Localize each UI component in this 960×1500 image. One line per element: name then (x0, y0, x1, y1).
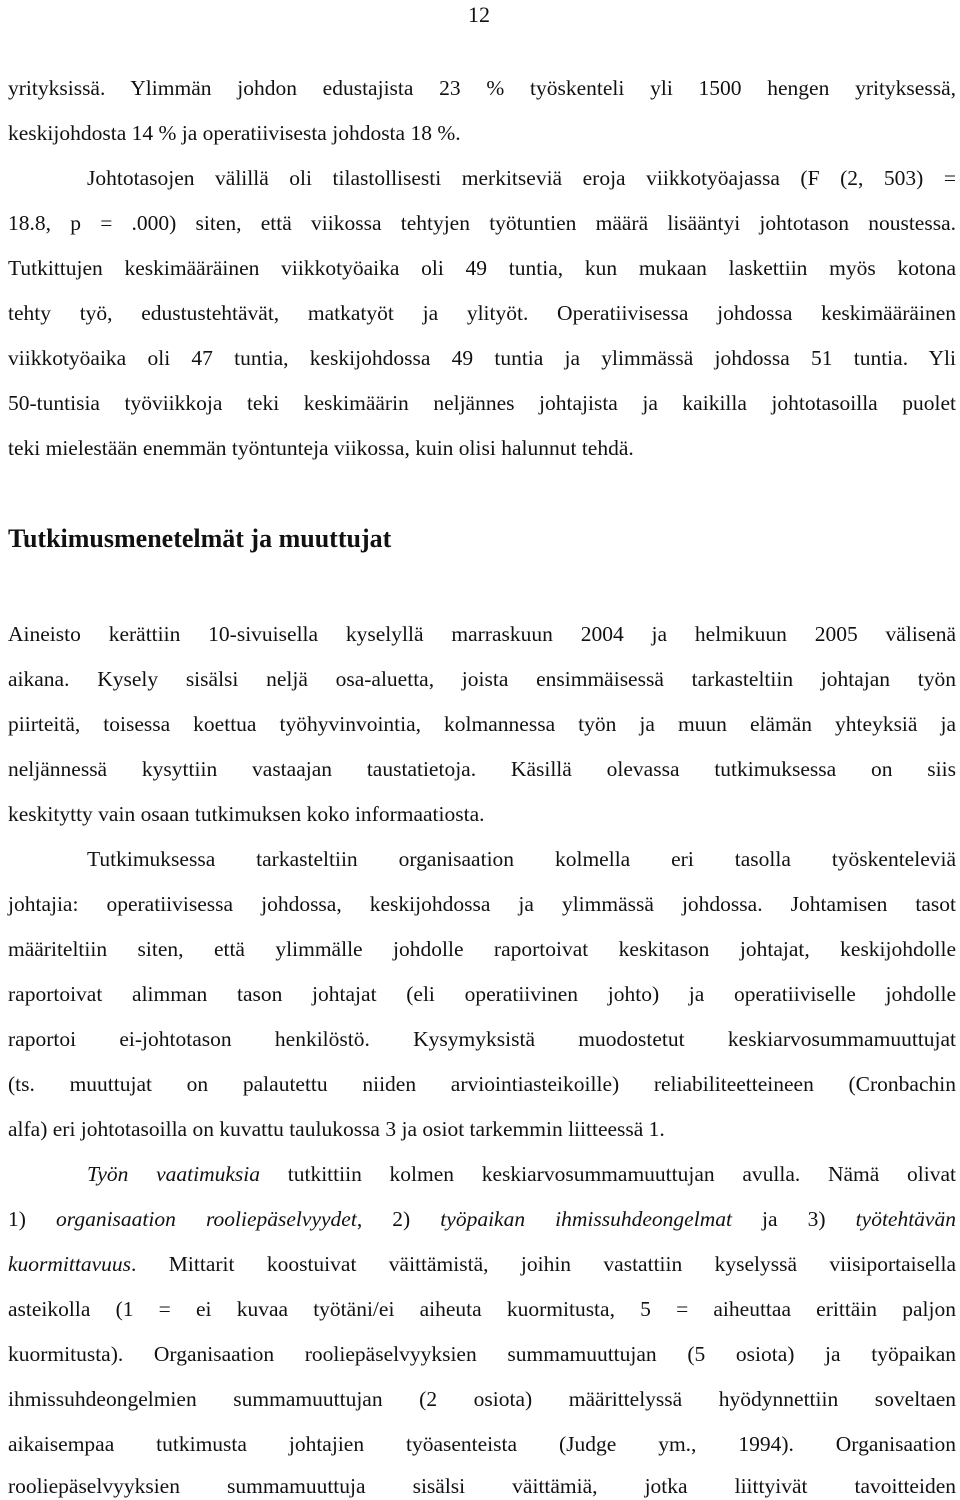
text-line: raportoivat alimman tason johtajat (eli operatiivinen johto) ja operatiiviselle johdolle (8, 982, 956, 1006)
text-span: tutkittiin kolmen keskiarvosummamuuttujan avulla. Nämä olivat (260, 1162, 956, 1186)
text-line: rooliepäselvyyksien summamuuttuja sisälsi väittämiä, jotka liittyivät tavoitteiden (8, 1474, 956, 1498)
text-line: määriteltiin siten, että ylimmälle johdolle raportoivat keskitason johtajat, keskijohdolle (8, 937, 956, 961)
italic-term: kuormittavuus (8, 1252, 132, 1276)
text-line: kuormitusta). Organisaation rooliepäselvyyksien summamuuttujan (5 osiota) ja työpaikan (8, 1342, 956, 1366)
text-line: neljännessä kysyttiin vastaajan taustatietoja. Käsillä olevassa tutkimuksessa on siis (8, 757, 956, 781)
text-span: ja 3) (731, 1207, 856, 1231)
page-number: 12 (468, 2, 490, 27)
text-line: asteikolla (1 = ei kuvaa työtäni/ei aiheuta kuormitusta, 5 = aiheuttaa erittäin paljon (8, 1297, 956, 1321)
text-line: teki mielestään enemmän työntunteja viikossa, kuin olisi halunnut tehdä. (8, 436, 634, 460)
text-line: 18.8, p = .000) siten, että viikossa tehtyjen työtuntien määrä lisääntyi johtotason noustessa. (8, 211, 956, 235)
text-line: keskitytty vain osaan tutkimuksen koko informaatiosta. (8, 802, 485, 826)
text-line: aikana. Kysely sisälsi neljä osa-aluetta, joista ensimmäisessä tarkasteltiin johtajan työn (8, 667, 956, 691)
text-span: , 2) (356, 1207, 441, 1231)
text-line: Tutkittujen keskimääräinen viikkotyöaika oli 49 tuntia, kun mukaan laskettiin myös kotona (8, 256, 956, 280)
italic-term: organisaation rooliepäselvyydet (56, 1207, 357, 1231)
text-line: (ts. muuttujat on palautettu niiden arviointiasteikoille) reliabiliteetteineen (Cronbachin (8, 1072, 956, 1096)
text-line: Johtotasojen välillä oli tilastollisesti merkitseviä eroja viikkotyöajassa (F (2, 503) = (87, 166, 956, 190)
text-line: alfa) eri johtotasoilla on kuvattu taulukossa 3 ja osiot tarkemmin liitteessä 1. (8, 1117, 665, 1141)
text-line: 50-tuntisia työviikkoja teki keskimäärin neljännes johtajista ja kaikilla johtotasoilla puolet (8, 391, 956, 415)
text-line: viikkotyöaika oli 47 tuntia, keskijohdossa 49 tuntia ja ylimmässä johdossa 51 tuntia. Yli (8, 346, 956, 370)
text-span: . Mittarit koostuivat väittämistä, joihin vastattiin kyselyssä viisiportaisella (131, 1252, 956, 1276)
text-line: yrityksissä. Ylimmän johdon edustajista 23 % työskenteli yli 1500 hengen yrityksessä, (8, 76, 956, 100)
italic-term: työpaikan ihmissuhdeongelmat (440, 1207, 732, 1231)
text-line: tehty työ, edustustehtävät, matkatyöt ja ylityöt. Operatiivisessa johdossa keskimääräinen (8, 301, 956, 325)
text-line: Tutkimuksessa tarkasteltiin organisaation kolmella eri tasolla työskenteleviä (87, 847, 956, 871)
text-line: aikaisempaa tutkimusta johtajien työasenteista (Judge ym., 1994). Organisaation (8, 1432, 956, 1456)
text-line (8, 1250, 956, 1278)
text-line: keskijohdosta 14 % ja operatiivisesta johdosta 18 %. (8, 121, 461, 145)
text-line: ihmissuhdeongelmien summamuuttujan (2 osiota) määrittelyssä hyödynnettiin soveltaen (8, 1387, 956, 1411)
italic-term: työtehtävän (855, 1207, 956, 1231)
text-line: raportoi ei-johtotason henkilöstö. Kysymyksistä muodostetut keskiarvosummamuuttujat (8, 1027, 956, 1051)
italic-term: Työn vaatimuksia (87, 1162, 261, 1186)
text-line: piirteitä, toisessa koettua työhyvinvointia, kolmannessa työn ja muun elämän yhteyksiä ja (8, 712, 956, 736)
text-line: johtajia: operatiivisessa johdossa, keskijohdossa ja ylimmässä johdossa. Johtamisen tasot (8, 892, 956, 916)
section-heading: Tutkimusmenetelmät ja muuttujat (8, 524, 392, 553)
text-line (87, 1160, 956, 1188)
text-line: Aineisto kerättiin 10-sivuisella kyselyllä marraskuun 2004 ja helmikuun 2005 välisenä (8, 622, 956, 646)
text-span: 1) (8, 1207, 57, 1231)
text-line (8, 1205, 956, 1233)
